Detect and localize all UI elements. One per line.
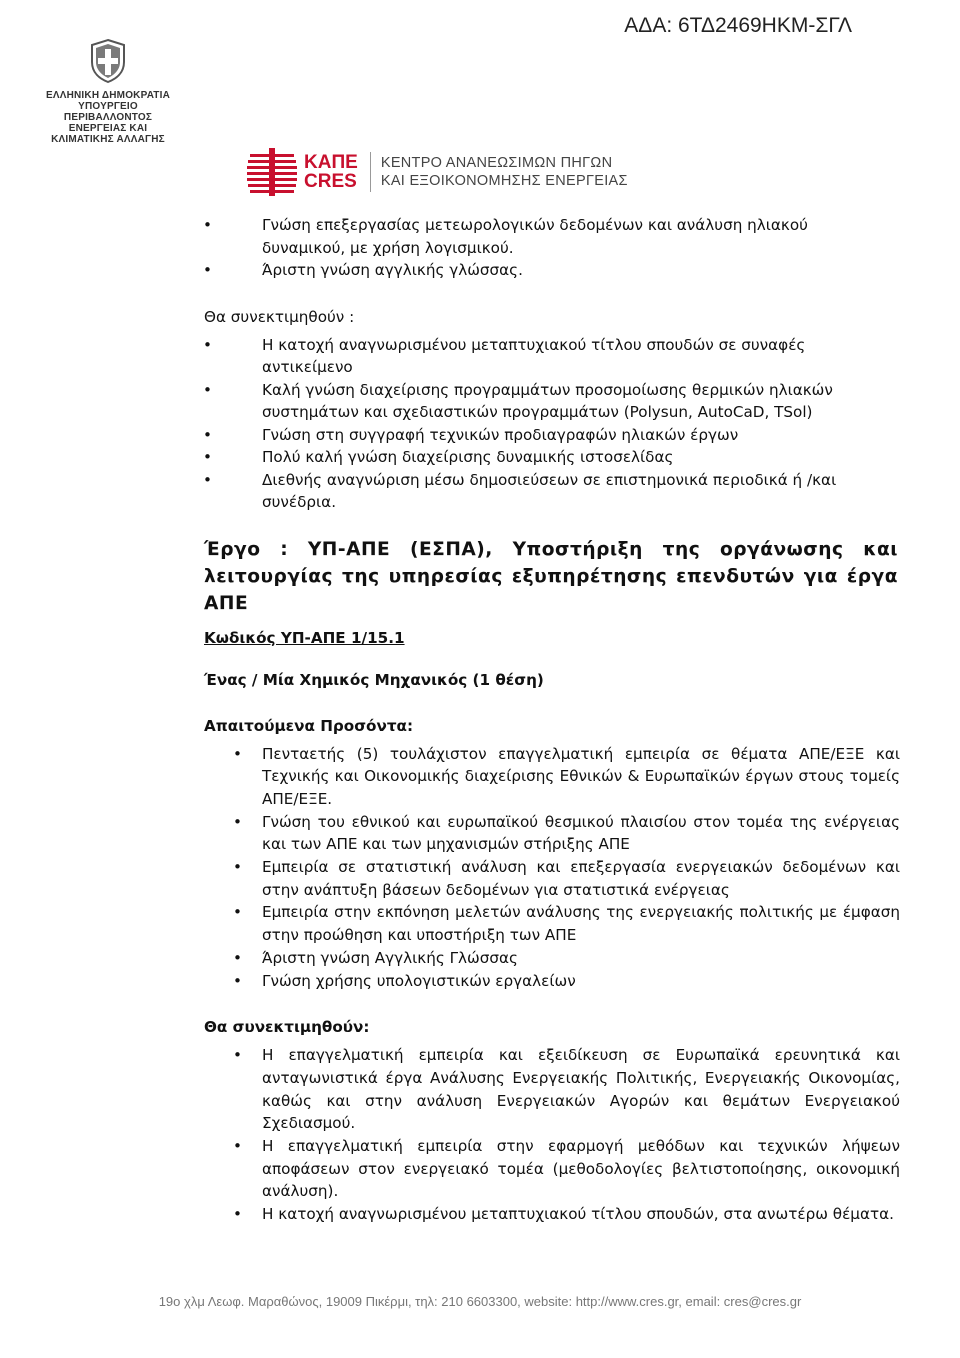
- list-item: • Πενταετής (5) τουλάχιστον επαγγελματική εμπειρία σε θέματα ΑΠΕ/ΕΞΕ και Τεχνικής και Οικονομικής διαχείρισης Εθνικών & Ευρωπαϊκών έργων στους τομείς ΑΠΕ/ΕΞΕ.: [0, 743, 960, 811]
- cres-abbr-greek: ΚΑΠΕ: [304, 152, 358, 173]
- list-item: • Άριστη γνώση αγγλικής γλώσσας.: [0, 259, 960, 282]
- logo-divider: [370, 152, 371, 192]
- ministry-line: ΕΝΕΡΓΕΙΑΣ ΚΑΙ: [68, 123, 148, 134]
- ministry-line: ΕΛΛΗΝΙΚΗ ΔΗΜΟΚΡΑΤΙΑ: [45, 90, 171, 101]
- project-code: Κωδικός ΥΠ-ΑΠΕ 1/15.1: [204, 628, 405, 647]
- list-item: • Γνώση στη συγγραφή τεχνικών προδιαγραφών ηλιακών έργων: [0, 424, 960, 447]
- list-item: • Καλή γνώση διαχείρισης προγραμμάτων προσομοίωσης θερμικών ηλιακών συστημάτων και σχεδιαστικών προγραμμάτων (Polysun, AutoCaD, TSol): [0, 379, 960, 424]
- desired-list: [0, 334, 960, 514]
- cres-name-line: ΚΕΝΤΡΟ ΑΝΑΝΕΩΣΙΜΩΝ ΠΗΓΩΝ: [380, 155, 613, 171]
- greek-coat-of-arms-icon: [89, 38, 127, 84]
- list-item: • Η κατοχή αναγνωρισμένου μεταπτυχιακού τίτλου σπουδών, στα ανωτέρω θέματα.: [0, 1203, 960, 1226]
- cres-name-line: ΚΑΙ ΕΞΟΙΚΟΝΟΜΗΣΗΣ ΕΝΕΡΓΕΙΑΣ: [380, 173, 628, 189]
- list-item: • Γνώση του εθνικού και ευρωπαϊκού θεσμικού πλαισίου στον τομέα της ενέργειας και των ΑΠΕ και των μηχανισμών στήριξης ΑΠΕ: [0, 811, 960, 856]
- cres-abbreviation: [304, 153, 358, 191]
- list-item: • Γνώση επεξεργασίας μετεωρολογικών δεδομένων και ανάλυση ηλιακού δυναμικού, με χρήση λογισμικού.: [0, 214, 960, 259]
- document-body: [0, 214, 960, 1226]
- cres-sun-logo-icon: [246, 146, 298, 198]
- required-qualifications-list: [0, 743, 960, 993]
- skills-list: [0, 214, 960, 282]
- ministry-line: ΥΠΟΥΡΓΕΙΟ ΠΕΡΙΒΑΛΛΟΝΤΟΣ: [63, 101, 153, 123]
- cres-abbr-latin: CRES: [304, 171, 357, 192]
- page-footer: 19ο χλμ Λεωφ. Μαραθώνος, 19009 Πικέρμι, τηλ: 210 6603300, website: http://www.cres.gr, email: cres@cres.gr: [158, 1294, 802, 1309]
- list-item: • Η επαγγελματική εμπειρία και εξειδίκευση σε Ευρωπαϊκά ερευνητικά και ανταγωνιστικά έργα Ανάλυσης Ενεργειακής Πολιτικής, Ενεργειακής Οικονομίας, καθώς και στην ανάλυση Ενεργειακών Αγορών και θεμάτων Ενεργειακού Σχεδιασμού.: [0, 1044, 960, 1135]
- ministry-header: [38, 38, 178, 145]
- list-item: • Η κατοχή αναγνωρισμένου μεταπτυχιακού τίτλου σπουδών σε συναφές αντικείμενο: [0, 334, 960, 379]
- document-ada-code: ΑΔΑ: 6ΤΔ2469ΗΚΜ-ΣΓΛ: [624, 14, 852, 37]
- desired-qualifications-heading: Θα συνεκτιμηθούν:: [204, 1018, 370, 1037]
- list-item: • Άριστη γνώση Αγγλικής Γλώσσας: [0, 947, 960, 970]
- required-qualifications-heading: Απαιτούμενα Προσόντα:: [204, 716, 414, 735]
- cres-full-name: [381, 154, 628, 190]
- ministry-line: ΚΛΙΜΑΤΙΚΗΣ ΑΛΛΑΓΗΣ: [51, 134, 165, 145]
- list-item: • Εμπειρία στην εκπόνηση μελετών ανάλυσης της ενεργειακής πολιτικής με έμφαση στην προώθηση και υποστήριξη των ΑΠΕ: [0, 901, 960, 946]
- list-item: • Εμπειρία σε στατιστική ανάλυση και επεξεργασία ενεργειακών δεδομένων και στην ανάπτυξη βάσεων δεδομένων για στατιστικά ενέργειας: [0, 856, 960, 901]
- list-item: • Η επαγγελματική εμπειρία στην εφαρμογή μεθόδων και τεχνικών λήψεων αποφάσεων στον ενεργειακό τομέα (μεθοδολογίες βελτιστοποίησης, οικονομική ανάλυση).: [0, 1135, 960, 1203]
- list-item: • Γνώση χρήσης υπολογιστικών εργαλείων: [0, 970, 960, 993]
- project-title: Έργο : ΥΠ-ΑΠΕ (ΕΣΠΑ), Υποστήριξη της οργάνωσης και λειτουργίας της υπηρεσίας εξυπηρέτησης επενδυτών για έργα ΑΠΕ: [204, 538, 898, 614]
- list-item: • Πολύ καλή γνώση διαχείρισης δυναμικής ιστοσελίδας: [0, 446, 960, 469]
- desired-heading: Θα συνεκτιμηθούν :: [204, 307, 355, 326]
- cres-logo-block: [246, 146, 628, 198]
- list-item: • Διεθνής αναγνώριση μέσω δημοσιεύσεων σε επιστημονικά περιοδικά ή /και συνέδρια.: [0, 469, 960, 514]
- position-title: Ένας / Μία Χημικός Μηχανικός (1 θέση): [204, 670, 544, 689]
- desired-qualifications-list: [0, 1044, 960, 1226]
